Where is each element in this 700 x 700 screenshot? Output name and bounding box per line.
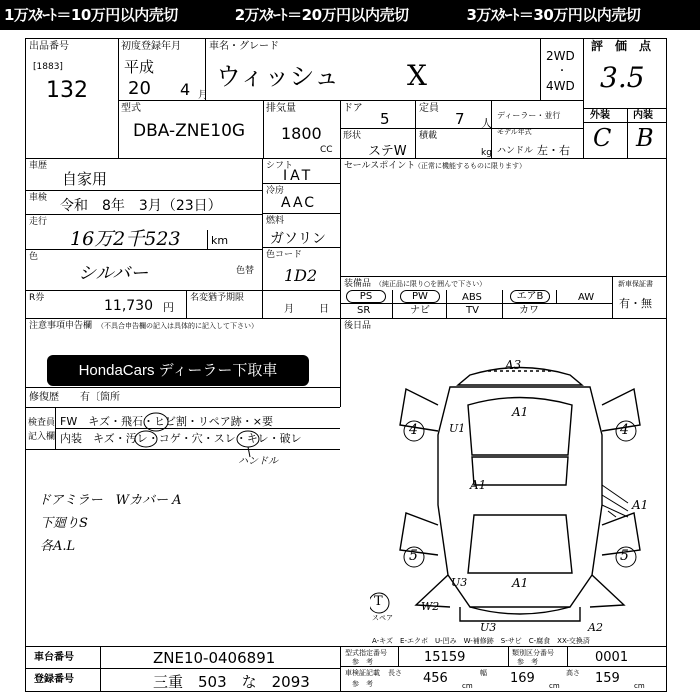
registration-label: 登録番号 <box>34 674 74 685</box>
lot-sub: [1883] <box>33 62 63 72</box>
auction-terms-banner <box>0 0 700 30</box>
equip-airbag: エアB <box>510 290 550 303</box>
drive-2wd: 2WD <box>546 49 575 63</box>
grade: X <box>407 59 427 92</box>
repair-history-value: 有〔箇所 <box>80 392 120 403</box>
class-sub: 参 考 <box>517 658 538 666</box>
length-unit: cm <box>462 682 473 690</box>
equip-abs: ABS <box>462 292 482 303</box>
name-change-day: 日 <box>319 304 329 315</box>
handle-label: ハンドル <box>497 146 534 156</box>
mark-a1-side: A1 <box>632 498 649 512</box>
shift: IAT <box>283 168 314 184</box>
car-damage-diagram <box>370 345 670 635</box>
mark-a1-rear: A1 <box>512 576 529 590</box>
width-unit: cm <box>549 682 560 690</box>
later-items-label: 後日品 <box>344 321 372 331</box>
r-ticket-amount: 11,730 <box>104 298 153 314</box>
doors-label: ドア <box>343 103 363 114</box>
inspector-row-2: 内装 キズ・汚レ・コゲ・穴・スレ・キレ・破レ <box>60 432 302 445</box>
model-label: 型式 <box>121 103 141 114</box>
height-unit: cm <box>634 682 645 690</box>
displacement: 1800 <box>281 124 322 143</box>
exterior-grade: C <box>593 124 612 152</box>
name-change-month: 月 <box>284 304 294 315</box>
month-unit: 月 <box>198 90 208 101</box>
r-ticket-label: R券 <box>29 293 45 303</box>
color-label: 色 <box>29 252 39 262</box>
drive-4wd: 4WD <box>546 79 575 93</box>
mark-w2: W2 <box>421 600 440 613</box>
mark-u3-bumper: U3 <box>480 621 497 634</box>
tire-fr: 4 <box>620 422 629 438</box>
width-label: 幅 <box>480 669 487 677</box>
equip-ps: PS <box>346 290 386 303</box>
exterior-label: 外装 <box>590 110 610 121</box>
note-2: 下廻りS <box>40 516 88 531</box>
ac-label: 冷房 <box>266 186 285 196</box>
score-label: 評 価 点 <box>591 39 652 53</box>
color-code: 1D2 <box>284 266 318 285</box>
first-registration-label: 初度登録年月 <box>121 41 181 52</box>
warranty-value: 有・無 <box>619 297 652 310</box>
inspection-date: 令和 8年 3月（23日） <box>60 198 222 214</box>
seats-label: 定員 <box>419 103 439 114</box>
note-3: 各A.L <box>40 539 76 554</box>
displacement-label: 排気量 <box>266 103 296 114</box>
mark-a3: A3 <box>505 358 522 372</box>
inspector-label-2: 記入欄 <box>28 432 56 442</box>
displacement-unit: CC <box>320 145 333 155</box>
mark-a1-door: A1 <box>470 478 487 492</box>
seats-unit: 人 <box>481 117 492 130</box>
terms-2: 2万ｽﾀｰﾄ＝20万円以内売切 <box>234 6 409 24</box>
seats: 7 <box>455 110 465 128</box>
class-number: 0001 <box>595 650 629 665</box>
equipment-label: 装備品 <box>344 279 372 289</box>
inspector-label-1: 検査員 <box>28 418 56 428</box>
usage: 自家用 <box>62 170 108 188</box>
equip-navi: ナビ <box>410 305 430 316</box>
damage-legend: A-キズ E-エクボ U-凹み W-補修跡 S-サビ C-腐食 XX-交換済 <box>372 637 590 645</box>
color-code-label: 色コード <box>266 250 303 260</box>
equip-aw: AW <box>578 292 595 303</box>
dealer-trade-in-banner: HondaCars ディーラー下取車 <box>47 355 309 386</box>
sales-point-label: セールスポイント <box>344 161 416 171</box>
mark-u3-left: U3 <box>451 576 468 589</box>
class-label: 類別区分番号 <box>512 649 554 657</box>
dealer-label: ディーラー・並行 <box>497 111 561 120</box>
warranty-label: 新車保証書 <box>618 280 653 288</box>
registration-number: 三重 503 な 2093 <box>153 673 310 691</box>
chassis-label: 車台番号 <box>34 652 74 663</box>
ac: AAC <box>281 195 317 211</box>
mark-a2: A2 <box>588 621 603 634</box>
inspection-label: 車検 <box>29 193 48 203</box>
lot-label: 出品番号 <box>29 41 69 52</box>
type-cert-sub: 参 考 <box>352 658 373 666</box>
chassis-number: ZNE10-0406891 <box>153 649 276 667</box>
mark-u1: U1 <box>449 422 466 435</box>
interior-label: 内装 <box>633 110 653 121</box>
shape-label: 形状 <box>343 131 362 141</box>
equip-tv: TV <box>466 305 479 316</box>
doors: 5 <box>380 110 390 128</box>
r-ticket-unit: 円 <box>163 301 174 314</box>
model-year-label: モデル年式 <box>497 128 532 136</box>
color: シルバー <box>78 263 149 284</box>
notes-label: 注意事項申告欄 <box>29 321 93 331</box>
fuel-label: 燃料 <box>266 216 285 226</box>
notes-sub: （不具合申告欄の記入は具体的に記入して下さい） <box>97 322 258 330</box>
type-cert-number: 15159 <box>424 650 466 665</box>
height-value: 159 <box>595 671 620 686</box>
reg-year: 20 <box>128 78 151 99</box>
handle-value: 左・右 <box>537 144 570 157</box>
load-unit: kg <box>481 148 492 158</box>
score: 3.5 <box>600 61 645 94</box>
mileage: 16万2千523 <box>70 228 181 250</box>
equip-pw: PW <box>400 290 440 303</box>
note-1: ドアミラー Wカバー A <box>38 493 182 508</box>
mileage-unit: km <box>211 234 229 247</box>
width-value: 169 <box>510 671 535 686</box>
interior-grade: B <box>636 124 654 152</box>
sales-point-sub: （正常に機能するものに限ります） <box>414 162 526 170</box>
body-shape: ステW <box>368 144 407 159</box>
reg-month: 4 <box>180 80 191 99</box>
mileage-label: 走行 <box>29 217 48 227</box>
spare-mark: T <box>374 594 383 609</box>
type-cert-label: 型式指定番号 <box>345 649 387 657</box>
car-name-label: 車名・グレード <box>209 41 279 52</box>
era: 平成 <box>124 58 155 76</box>
tire-fl: 4 <box>409 422 418 438</box>
inspector-circles <box>0 405 340 465</box>
inspector-row-1: FW キズ・飛石・ヒビ割・リペア跡・×要 <box>60 415 273 428</box>
length-label: 長さ <box>388 669 402 677</box>
shift-label: シフト <box>266 161 294 171</box>
repair-history-label: 修復歴 <box>29 392 59 403</box>
tire-rr: 5 <box>620 548 629 564</box>
tire-rl: 5 <box>409 548 418 564</box>
equipment-sub: （純正品に限り○を囲んで下さい） <box>375 280 487 288</box>
dimensions-sub: 参 考 <box>352 680 373 688</box>
paint-change-label: 色替 <box>236 266 255 276</box>
terms-3: 3万ｽﾀｰﾄ＝30万円以内売切 <box>466 6 641 24</box>
mark-a1-roof: A1 <box>512 405 529 419</box>
name-change-label: 名変猶予期限 <box>190 293 245 303</box>
height-label: 高さ <box>566 669 580 677</box>
car-name: ウィッシュ <box>216 62 340 91</box>
fuel: ガソリン <box>270 231 326 247</box>
terms-1: 1万ｽﾀｰﾄ＝10万円以内売切 <box>4 6 178 24</box>
equip-sr: SR <box>357 305 371 316</box>
spare-label: スペア <box>372 614 393 622</box>
equip-leather: カワ <box>519 305 539 316</box>
usage-label: 車歴 <box>29 161 48 171</box>
model-code: DBA-ZNE10G <box>133 121 246 141</box>
drive-dot: ・ <box>557 66 567 77</box>
lot-number: 132 <box>46 78 88 103</box>
load-label: 積載 <box>419 131 438 141</box>
handle-note: ハンドル <box>238 456 278 467</box>
length-value: 456 <box>423 671 448 686</box>
dimensions-label: 車検証記載 <box>345 669 380 677</box>
